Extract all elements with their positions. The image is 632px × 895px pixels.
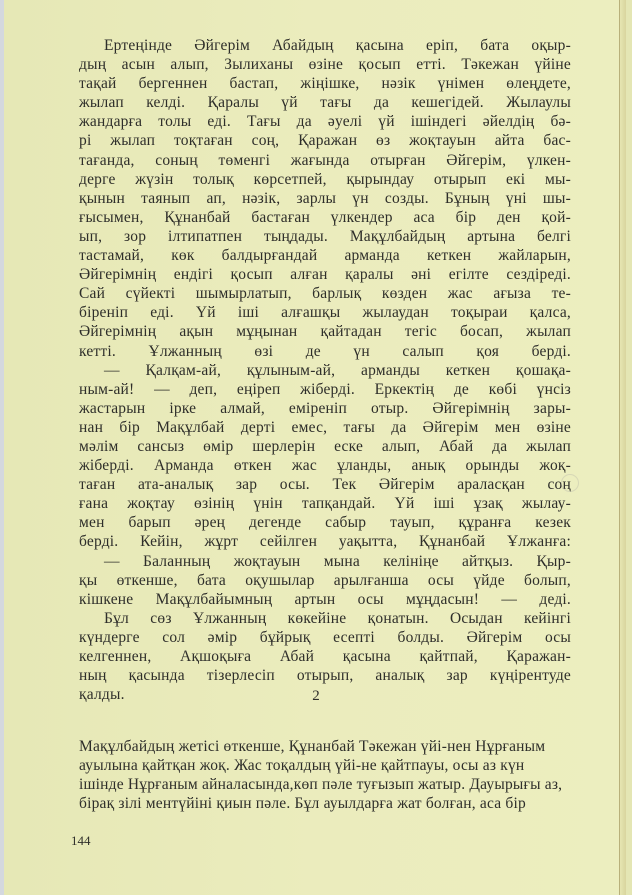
text-line: ғана жоқтау өзінің үнін тапқандай. Үй іші ұзақ жылау- [79,495,571,513]
text-line: қынын таянып ап, нәзік, зарлы үн созды. Бұның үні шы- [79,189,571,207]
text-line: жастарын ірке алмай, еміреніп отыр. Әйгерімнің зары- [79,399,571,417]
text-line: жандарға толы еді. Тағы да әуелі үй ішіндегі әйелдің бә- [79,113,571,131]
text-line: ғысымен, Құнанбай бастаған үлкендер аса бір ден қой- [79,208,571,226]
text-line: тақай бергеннен бастап, жіңішке, нәзік үнімен өлеңдете, [79,75,571,93]
text-line: дерге жүзін толық көрсетпей, қырындау отырып екі мы- [79,170,571,188]
text-line: Бұл сөз Ұлжанның көкейіне қонатын. Осыдан кейінгі [104,609,571,627]
text-line: тағанда, соның төменгі жағында отырған Әйгерім, үлкен- [79,151,571,169]
text-line: ным-ай! — деп, еңіреп жіберді. Еркектің де көбі үнсіз [79,380,571,398]
text-line: кішкене Мақұлбайымның артын осы мұңдасын! — деді. [79,590,571,608]
text-line: нан бір Мақұлбай дерті емес, тағы да Әйгерім мен өзіне [79,418,571,436]
page-number: 144 [71,833,91,848]
text-line: жіберді. Арманда өткен жас ұланды, анық орынды жоқ- [79,457,571,475]
text-line: не қайтпауы, осы аз күн ішінде Нұрғаным айналасында, [79,756,525,793]
text-line: ып, зор ілтипатпен тыңдады. Мақұлбайдың артына белгі [79,227,571,245]
body-text-top [79,36,571,704]
text-line: берді. Кейін, жұрт сейілген уақытта, Құнанбай Ұлжанға: [79,533,571,551]
text-line: мәлім сансыз өмір шерлерін еске алып, Абай да жылап [79,437,571,455]
text-line: Ертеңінде Әйгерім Абайдың қасына еріп, бата оқыр- [104,37,571,54]
section-number: 2 [312,688,320,704]
text-line: рі жылап тоқтаған соң, Қаражан өз жоқтауын айта бас- [79,132,571,150]
text-line: көп пәле туғызып жатыр. Дауырығы аз, бірақ зілі мен [79,775,563,812]
page-binding-edge [619,0,626,895]
text-line: түйіні қиын пәле. Бұл ауылдарға жат болған, аса бір [171,794,526,812]
text-line: — Баланның жоқтауын мына келініңе айтқыз. Қыр- [104,552,571,570]
paper-stain [561,474,579,492]
text-line: кетті. Ұлжанның өзі де үн салып қоя берді. [79,342,571,360]
body-text-bottom [79,721,571,828]
text-line: Әйгерімнің ақын мұңынан қайтадан тегіс босап, жылап [79,323,571,341]
text-line: келгеннен, Ақшоқыға Абай қасына қайтпай, Қаражан- [79,648,571,665]
text-line: жылап келді. Қаралы үй тағы да кешегідей. Жылаулы [79,94,571,112]
text-line: нен Нұрғаным ауылына қайтқан жоқ. Жас тоқалдың үйі- [79,737,546,774]
paragraph [79,552,571,609]
text-line: Мақұлбайдың жетісі өткенше, Құнанбай Тәкежан үйі- [79,737,448,755]
paragraph [79,737,571,813]
text-line: мен барып әрең дегенде сабыр тауып, құранға кезек [79,514,571,532]
text-line: қы өткенше, бата оқушылар арылғанша осы үйде болып, [79,571,571,589]
text-line: тастамай, көк балдырғандай арманда кеткен жайларын, [79,247,571,265]
paragraph [79,36,571,361]
text-line: — Қалқам-ай, құлыным-ай, арманды кеткен қошақа- [104,361,571,379]
text-line: біреніп еді. Үй іші алғашқы жылаудан тоқыраи қалса, [79,304,571,322]
text-line: ның қасында тізерлесіп отырып, аналық зар күңірентуде [79,667,571,685]
paragraph [79,361,571,552]
text-line: Әйгерімнің ендігі қосып алған қаралы әні егілте сездіреді. [79,266,571,284]
text-line: қалды. [79,686,125,704]
text-line: Сай сүйекті шымырлатып, барлық көзден жас ағыза те- [79,285,571,303]
text-line: дың асын алып, Зылиханы өзіне қосып етті. Тәкежан үйіне [79,56,571,74]
text-line: күндерге сол әмір бұйрық есепті болды. Әйгерім осы [79,628,571,646]
text-line: таған ата-аналық зар осы. Тек Әйгерім араласқан соң [79,476,571,494]
